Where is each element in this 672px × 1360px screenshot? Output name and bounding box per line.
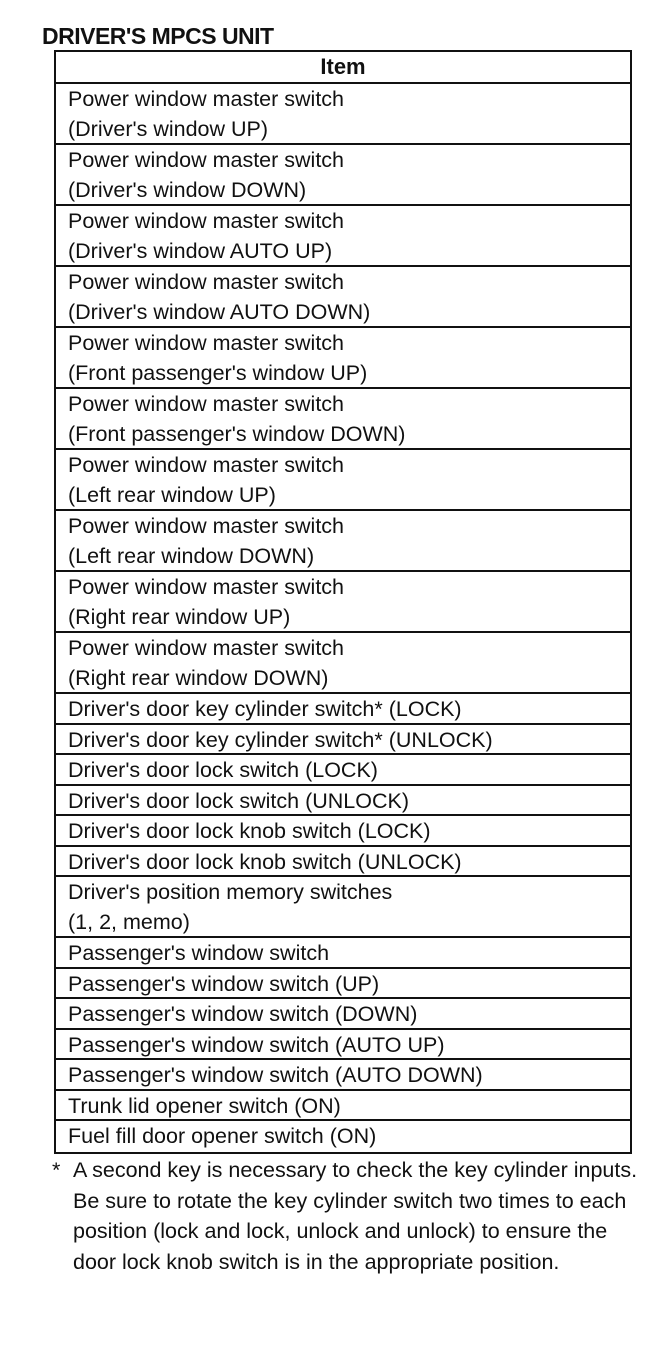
table-row — [56, 938, 630, 969]
table-cell-line: Passenger's window switch (AUTO DOWN) — [68, 1063, 483, 1087]
table-cell-line: Driver's door key cylinder switch* (LOCK) — [68, 697, 462, 721]
table-row — [56, 1121, 630, 1152]
footnote-marker: * — [52, 1158, 61, 1182]
table-cell-line: Power window master switch — [68, 331, 345, 355]
footnote-paragraph-2: Be sure to rotate the key cylinder switch two times to each position (lock and lock, unlock and unlock) to ensure the door lock knob switch is in the appropriate position. — [73, 1188, 627, 1274]
table-row — [56, 877, 630, 938]
table-cell-line: Trunk lid opener switch (ON) — [68, 1093, 341, 1118]
table-row — [56, 816, 630, 847]
table-row — [56, 511, 630, 572]
table-row — [56, 84, 630, 145]
table-cell-line: Passenger's window switch (UP) — [68, 971, 380, 996]
page-title: DRIVER'S MPCS UNIT — [42, 23, 274, 49]
table-row — [56, 694, 630, 725]
table-body — [56, 84, 630, 1152]
table-cell-line: Driver's door lock knob switch (LOCK) — [68, 819, 431, 843]
table-cell-line: (Right rear window DOWN) — [68, 666, 329, 690]
table-cell-line: (Front passenger's window DOWN) — [68, 422, 406, 446]
table-row — [56, 847, 630, 878]
table-row — [56, 969, 630, 1000]
table-cell-line: Driver's position memory switches — [68, 880, 393, 904]
table-cell-line: Power window master switch — [68, 453, 345, 477]
table-cell-line: Power window master switch — [68, 575, 345, 599]
table-cell-line: (Front passenger's window UP) — [68, 361, 368, 385]
table-cell-line: Power window master switch — [68, 148, 345, 172]
table-cell-line: (Left rear window DOWN) — [68, 544, 315, 568]
table-cell-line: Driver's door lock switch (UNLOCK) — [68, 788, 409, 813]
table-cell-line: Driver's door lock switch (LOCK) — [68, 758, 378, 782]
footnote-paragraph-1: A second key is necessary to check the key cylinder inputs. — [73, 1158, 638, 1182]
table-cell-line: Passenger's window switch (DOWN) — [68, 1002, 418, 1026]
table-cell-line: Power window master switch — [68, 270, 345, 294]
table-cell-line: (1, 2, memo) — [68, 910, 190, 934]
table-row — [56, 1060, 630, 1091]
table-cell-line: Driver's door lock knob switch (UNLOCK) — [68, 849, 462, 874]
table-row — [56, 328, 630, 389]
table-cell-line: (Driver's window DOWN) — [68, 178, 307, 202]
table-row — [56, 725, 630, 756]
table-cell-line: Fuel fill door opener switch (ON) — [68, 1124, 377, 1148]
table-row — [56, 1030, 630, 1061]
table-cell-line: (Right rear window UP) — [68, 605, 291, 629]
table-cell-line: Driver's door key cylinder switch* (UNLOCK) — [68, 727, 493, 752]
table-cell-line: (Left rear window UP) — [68, 483, 276, 507]
table-cell-line: (Driver's window UP) — [68, 117, 269, 141]
item-table — [54, 50, 632, 1154]
table-cell-line: Power window master switch — [68, 87, 345, 111]
footnote — [52, 1155, 652, 1277]
table-cell-line: Passenger's window switch — [68, 941, 330, 965]
table-cell-line: Power window master switch — [68, 209, 345, 233]
table-row — [56, 1091, 630, 1122]
table-row — [56, 145, 630, 206]
table-row — [56, 755, 630, 786]
table-row — [56, 389, 630, 450]
table-row — [56, 786, 630, 817]
table-cell-line: Power window master switch — [68, 636, 345, 660]
table-row — [56, 633, 630, 694]
table-cell-line: (Driver's window AUTO UP) — [68, 239, 333, 263]
table-cell-line: Power window master switch — [68, 514, 345, 538]
footnote-text — [73, 1155, 652, 1277]
table-header-item: Item — [56, 52, 630, 84]
table-row — [56, 267, 630, 328]
table-cell-line: (Driver's window AUTO DOWN) — [68, 300, 371, 324]
table-cell-line: Passenger's window switch (AUTO UP) — [68, 1032, 445, 1057]
table-row — [56, 572, 630, 633]
table-row — [56, 450, 630, 511]
table-row — [56, 999, 630, 1030]
table-cell-line: Power window master switch — [68, 392, 345, 416]
table-row — [56, 206, 630, 267]
